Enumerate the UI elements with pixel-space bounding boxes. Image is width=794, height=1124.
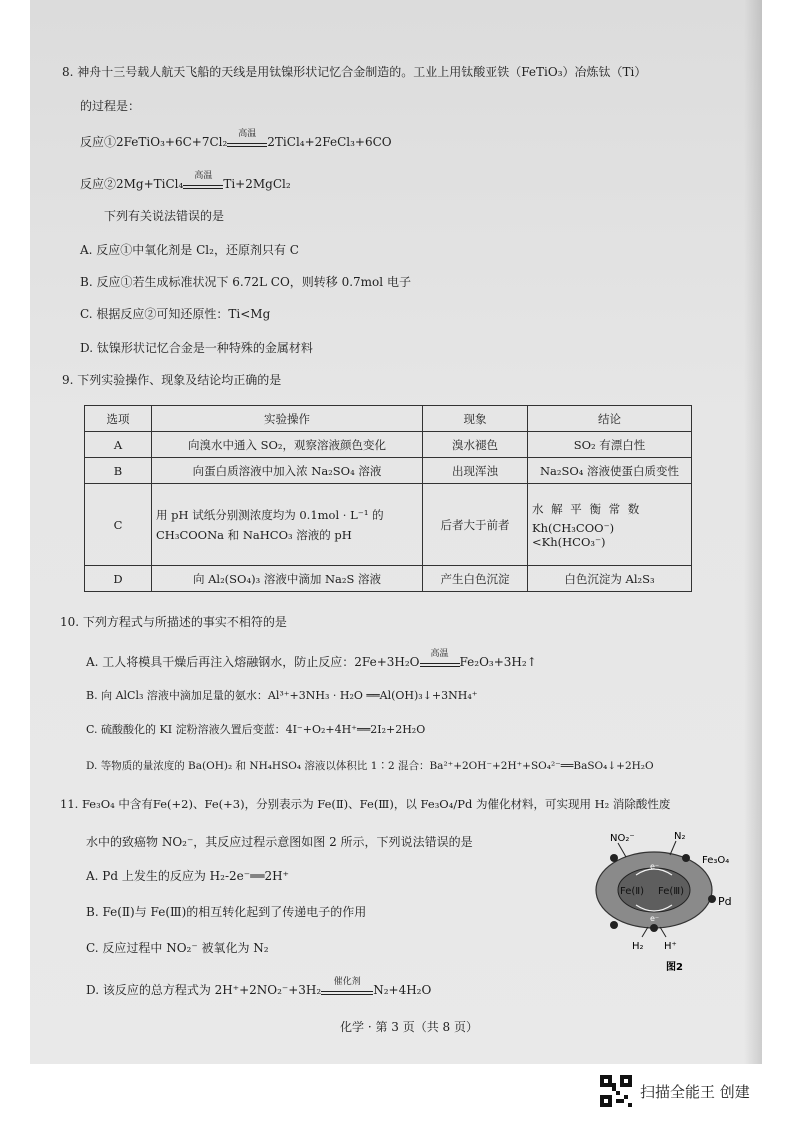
q9-stem: 9. 下列实验操作、现象及结论均正确的是 — [62, 373, 282, 387]
q11-option-d — [86, 977, 432, 998]
cell-option: C — [85, 484, 152, 566]
cell-option: D — [85, 566, 152, 592]
q10-option-a — [86, 649, 537, 670]
cell-conclusion: Na₂SO₄ 溶液使蛋白质变性 — [528, 458, 692, 484]
qr-code-icon — [600, 1075, 632, 1107]
label-fe3: Fe(Ⅲ) — [658, 886, 685, 897]
q10-option-c: C. 硫酸酸化的 KI 淀粉溶液久置后变蓝：4I⁻+O₂+4H⁺══2I₂+2H₂O — [86, 723, 426, 736]
cell-conclusion: SO₂ 有漂白性 — [528, 432, 692, 458]
table-row — [85, 458, 692, 484]
cell-option: B — [85, 458, 152, 484]
cell-operation: 向 Al₂(SO₄)₃ 溶液中滴加 Na₂S 溶液 — [152, 566, 423, 592]
q10-option-d: D. 等物质的量浓度的 Ba(OH)₂ 和 NH₄HSO₄ 溶液以体积比 1∶2 混合：Ba²⁺+2OH⁻+2H⁺+SO₄²⁻══BaSO₄↓+2H₂O — [86, 760, 654, 772]
r1-left: 反应①2FeTiO₃+6C+7Cl₂ — [80, 135, 228, 149]
q8-question: 下列有关说法错误的是 — [104, 209, 225, 223]
cell-conclusion — [528, 484, 692, 566]
header-conclusion: 结论 — [528, 406, 692, 432]
table-row — [85, 432, 692, 458]
table-row — [85, 484, 692, 566]
q11-d-right: N₂+4H₂O — [373, 983, 432, 997]
q10-stem: 10. 下列方程式与所描述的事实不相符的是 — [60, 615, 287, 629]
header-phenomenon: 现象 — [423, 406, 528, 432]
cell-operation-line1: 用 pH 试纸分别测浓度均为 0.1mol · L⁻¹ 的 — [156, 507, 384, 522]
figure-2-diagram — [592, 825, 752, 975]
site-dot — [682, 854, 690, 862]
label-electron-top: e⁻ — [650, 862, 660, 871]
q11-stem-line1: 11. Fe₃O₄ 中含有Fe(+2)、Fe(+3)，分别表示为 Fe(Ⅱ)、Fe(Ⅲ)，以 Fe₃O₄/Pd 为催化材料，可实现用 H₂ 消除酸性废 — [60, 797, 671, 811]
r1-arrow — [227, 129, 267, 150]
r1-right: 2TiCl₄+2FeCl₃+6CO — [267, 135, 392, 149]
q11-option-a: A. Pd 上发生的反应为 H₂-2e⁻══2H⁺ — [86, 869, 289, 883]
q8-option-a: A. 反应①中氧化剂是 Cl₂，还原剂只有 C — [80, 243, 299, 257]
q11-stem-line2: 水中的致癌物 NO₂⁻，其反应过程示意图如图 2 所示，下列说法错误的是 — [86, 835, 473, 849]
cell-option: A — [85, 432, 152, 458]
label-pd: Pd — [718, 895, 732, 908]
label-h: H⁺ — [664, 941, 677, 952]
q8-option-b: B. 反应①若生成标准状况下 6.72L CO，则转移 0.7mol 电子 — [80, 275, 411, 289]
cell-phenomenon: 溴水褪色 — [423, 432, 528, 458]
q8-stem-line1: 8. 神舟十三号载人航天飞船的天线是用钛镍形状记忆合金制造的。工业上用钛酸亚铁（FeTiO₃）冶炼钛（Ti） — [62, 65, 647, 79]
q8-reaction-1 — [80, 129, 392, 150]
q10-a-right: Fe₂O₃+3H₂↑ — [459, 655, 537, 669]
figure-caption: 图2 — [666, 962, 683, 973]
q11-d-condition: 催化剂 — [333, 977, 361, 987]
table-row — [85, 566, 692, 592]
n2-line — [670, 841, 676, 855]
page-footer: 化学 · 第 3 页（共 8 页） — [340, 1020, 478, 1034]
site-dot — [610, 921, 618, 929]
q9-table — [84, 405, 692, 592]
cell-operation: 向蛋白质溶液中加入浓 Na₂SO₄ 溶液 — [152, 458, 423, 484]
q10-option-b: B. 向 AlCl₃ 溶液中滴加足量的氨水：Al³⁺+3NH₃ · H₂O ══Al(OH)₃↓+3NH₄⁺ — [86, 689, 478, 702]
q10-a-left: A. 工人将模具干燥后再注入熔融钢水，防止反应：2Fe+3H₂O — [86, 655, 420, 669]
cell-phenomenon: 产生白色沉淀 — [423, 566, 528, 592]
q8-option-c: C. 根据反应②可知还原性：Ti<Mg — [80, 307, 271, 321]
cell-phenomenon: 后者大于前者 — [423, 484, 528, 566]
r2-left: 反应②2Mg+TiCl₄ — [80, 177, 184, 191]
q8-stem-line2: 的过程是： — [80, 99, 141, 113]
q11-d-arrow — [321, 977, 373, 998]
site-dot — [610, 854, 618, 862]
r1-condition: 高温 — [238, 129, 257, 139]
label-n2: N₂ — [674, 831, 686, 842]
pd-dot — [708, 895, 716, 903]
label-electron-bottom: e⁻ — [650, 914, 660, 923]
q11-option-b: B. Fe(Ⅱ)与 Fe(Ⅲ)的相互转化起到了传递电子的作用 — [86, 905, 367, 919]
q10-a-condition: 高温 — [430, 649, 449, 659]
r2-right: Ti+2MgCl₂ — [223, 177, 291, 191]
cell-conclusion-line2: Kh(CH₃COO⁻)<Kh(HCO₃⁻) — [532, 520, 615, 549]
cell-conclusion: 白色沉淀为 Al₂S₃ — [528, 566, 692, 592]
cell-operation: 向溴水中通入 SO₂，观察溶液颜色变化 — [152, 432, 423, 458]
r2-condition: 高温 — [194, 171, 213, 181]
header-option: 选项 — [85, 406, 152, 432]
cell-conclusion-line1: 水 解 平 衡 常 数 — [532, 501, 642, 516]
q8-reaction-2 — [80, 171, 291, 192]
label-h2: H₂ — [632, 941, 644, 952]
label-no2: NO₂⁻ — [610, 833, 635, 844]
cell-phenomenon: 出现浑浊 — [423, 458, 528, 484]
h-line — [660, 927, 666, 937]
site-dot — [650, 924, 658, 932]
header-operation: 实验操作 — [152, 406, 423, 432]
q10-a-arrow — [420, 649, 460, 670]
table-header-row — [85, 406, 692, 432]
cell-operation-line2: CH₃COONa 和 NaHCO₃ 溶液的 pH — [156, 527, 352, 542]
scanner-text: 扫描全能王 创建 — [640, 1082, 750, 1101]
cell-operation — [152, 484, 423, 566]
q11-option-c: C. 反应过程中 NO₂⁻ 被氧化为 N₂ — [86, 941, 269, 955]
label-fe3o4: Fe₃O₄ — [702, 855, 730, 866]
scanner-watermark — [600, 1075, 750, 1107]
r2-arrow — [183, 171, 223, 192]
q8-option-d: D. 钛镍形状记忆合金是一种特殊的金属材料 — [80, 341, 313, 355]
h2-line — [642, 927, 648, 937]
q11-d-left: D. 该反应的总方程式为 2H⁺+2NO₂⁻+3H₂ — [86, 983, 322, 997]
label-fe2: Fe(Ⅱ) — [620, 886, 645, 897]
no2-line — [618, 843, 626, 857]
